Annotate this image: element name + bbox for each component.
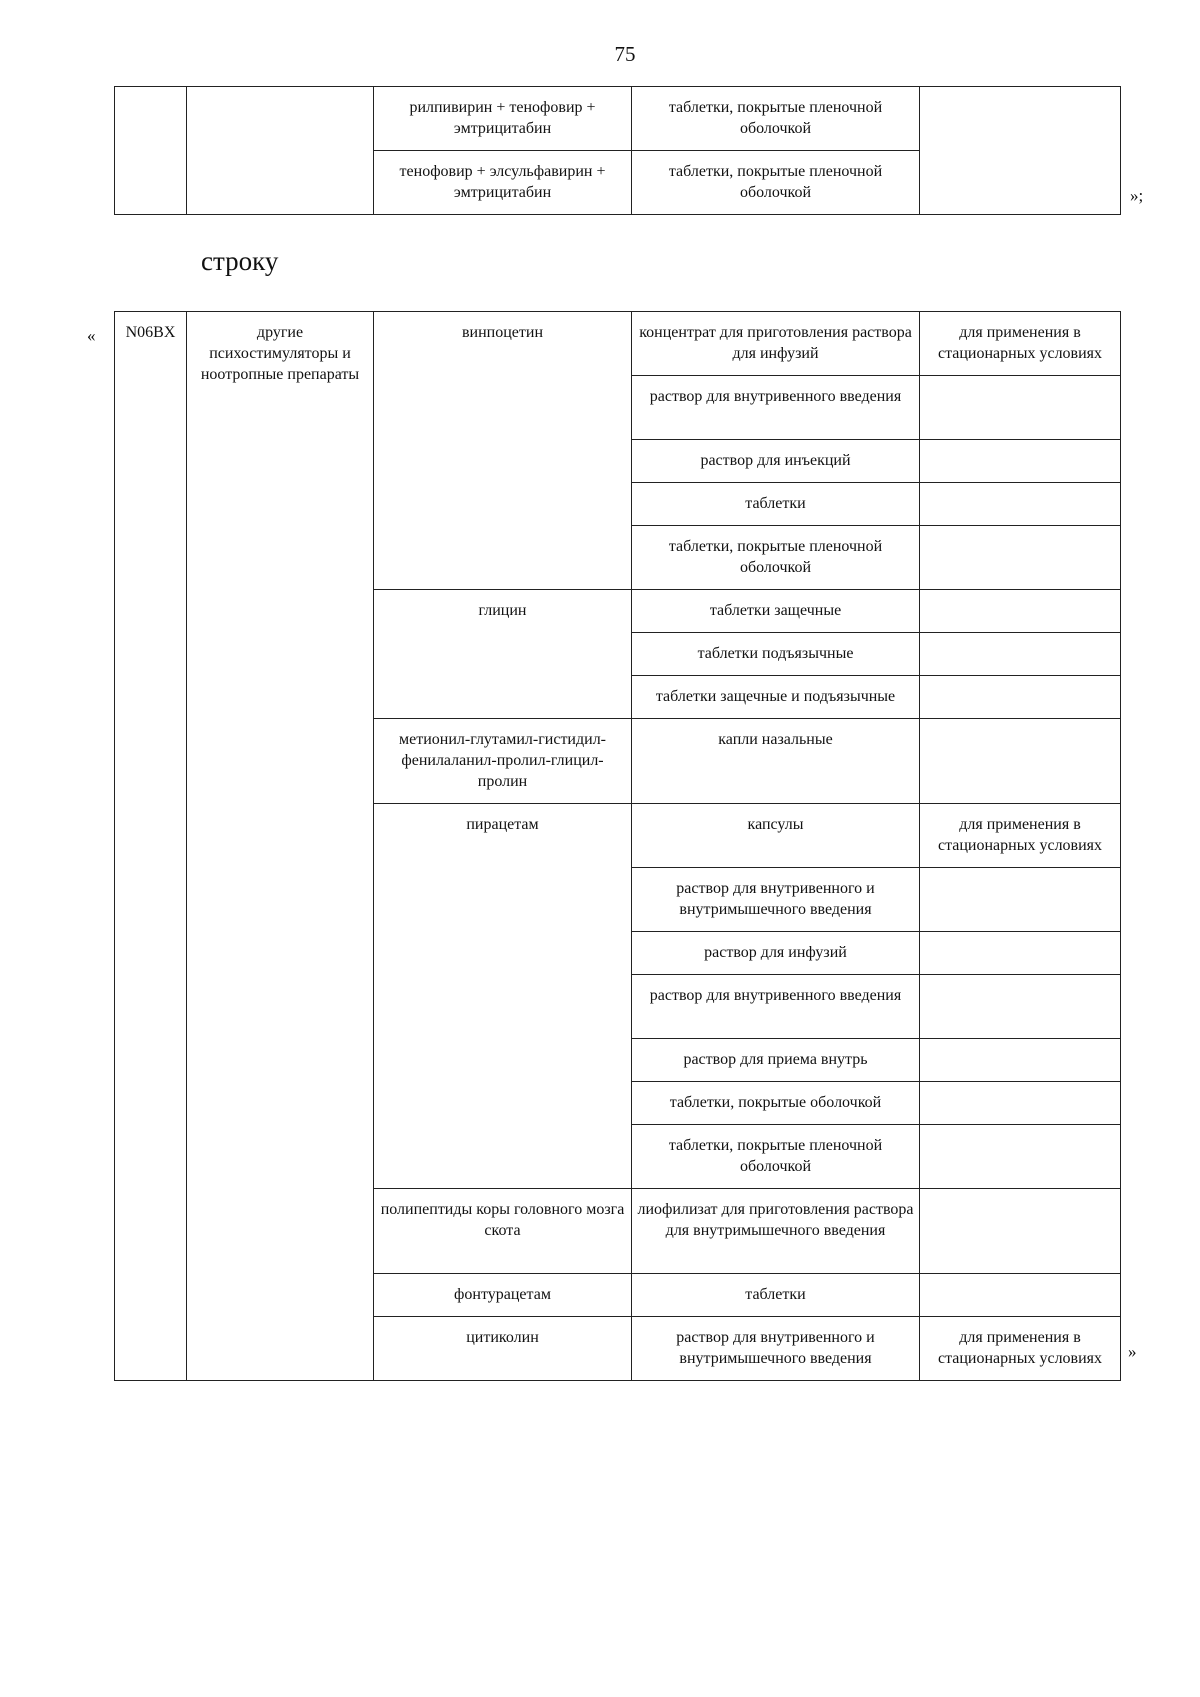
dosage-form-cell: таблетки подъязычные bbox=[632, 633, 920, 676]
drug-name-cell: метионил-глутамил-гистидил-фенилаланил-пролил-глицил-пролин bbox=[374, 719, 632, 804]
group-cell: другие психостимуляторы и ноотропные препараты bbox=[187, 312, 374, 1381]
drug-name-cell: рилпивирин + тенофовир + эмтрицитабин bbox=[374, 87, 632, 151]
dosage-form-cell: таблетки защечные и подъязычные bbox=[632, 676, 920, 719]
note-cell bbox=[920, 975, 1121, 1039]
dosage-form-cell: раствор для инфузий bbox=[632, 932, 920, 975]
code-cell: N06BX bbox=[115, 312, 187, 1381]
dosage-form-cell: таблетки, покрытые пленочной оболочкой bbox=[632, 526, 920, 590]
dosage-form-cell: таблетки bbox=[632, 1274, 920, 1317]
dosage-form-cell: таблетки, покрытые пленочной оболочкой bbox=[632, 87, 920, 151]
dosage-form-cell: раствор для приема внутрь bbox=[632, 1039, 920, 1082]
table-row bbox=[115, 87, 1121, 151]
closing-quote: » bbox=[1128, 1342, 1137, 1361]
note-cell: для применения в стационарных условиях bbox=[920, 312, 1121, 376]
note-cell bbox=[920, 719, 1121, 804]
drug-name-cell: фонтурацетам bbox=[374, 1274, 632, 1317]
dosage-form-cell: раствор для внутривенного и внутримышечного введения bbox=[632, 1317, 920, 1381]
note-cell bbox=[920, 87, 1121, 215]
note-cell bbox=[920, 1082, 1121, 1125]
code-cell bbox=[115, 87, 187, 215]
dosage-form-cell: таблетки, покрытые пленочной оболочкой bbox=[632, 1125, 920, 1189]
dosage-form-cell: лиофилизат для приготовления раствора для внутримышечного введения bbox=[632, 1189, 920, 1274]
drug-table bbox=[114, 311, 1121, 1381]
note-cell bbox=[920, 1189, 1121, 1274]
drug-name-cell: глицин bbox=[374, 590, 632, 719]
dosage-form-cell: раствор для инъекций bbox=[632, 440, 920, 483]
table-row bbox=[115, 312, 1121, 376]
dosage-form-cell: таблетки, покрытые пленочной оболочкой bbox=[632, 151, 920, 215]
note-cell bbox=[920, 526, 1121, 590]
note-cell bbox=[920, 868, 1121, 932]
drug-name-cell: пирацетам bbox=[374, 804, 632, 1189]
dosage-form-cell: раствор для внутривенного введения bbox=[632, 376, 920, 440]
drug-name-cell: цитиколин bbox=[374, 1317, 632, 1381]
note-cell bbox=[920, 1274, 1121, 1317]
dosage-form-cell: концентрат для приготовления раствора для инфузий bbox=[632, 312, 920, 376]
opening-quote: « bbox=[87, 326, 96, 345]
note-cell bbox=[920, 1125, 1121, 1189]
dosage-form-cell: таблетки, покрытые оболочкой bbox=[632, 1082, 920, 1125]
note-cell bbox=[920, 676, 1121, 719]
note-cell: для применения в стационарных условиях bbox=[920, 804, 1121, 868]
note-cell bbox=[920, 483, 1121, 526]
group-cell bbox=[187, 87, 374, 215]
dosage-form-cell: капсулы bbox=[632, 804, 920, 868]
section-heading: строку bbox=[201, 246, 279, 276]
note-cell bbox=[920, 1039, 1121, 1082]
drug-name-cell: тенофовир + элсульфавирин + эмтрицитабин bbox=[374, 151, 632, 215]
closing-quote: »; bbox=[1130, 186, 1144, 205]
note-cell bbox=[920, 590, 1121, 633]
dosage-form-cell: раствор для внутривенного и внутримышечного введения bbox=[632, 868, 920, 932]
note-cell bbox=[920, 440, 1121, 483]
dosage-form-cell: капли назальные bbox=[632, 719, 920, 804]
note-cell: для применения в стационарных условиях bbox=[920, 1317, 1121, 1381]
dosage-form-cell: таблетки bbox=[632, 483, 920, 526]
note-cell bbox=[920, 376, 1121, 440]
continuation-table bbox=[114, 86, 1121, 215]
note-cell bbox=[920, 932, 1121, 975]
drug-name-cell: полипептиды коры головного мозга скота bbox=[374, 1189, 632, 1274]
page-number: 75 bbox=[614, 42, 636, 66]
dosage-form-cell: раствор для внутривенного введения bbox=[632, 975, 920, 1039]
dosage-form-cell: таблетки защечные bbox=[632, 590, 920, 633]
note-cell bbox=[920, 633, 1121, 676]
drug-name-cell: винпоцетин bbox=[374, 312, 632, 590]
